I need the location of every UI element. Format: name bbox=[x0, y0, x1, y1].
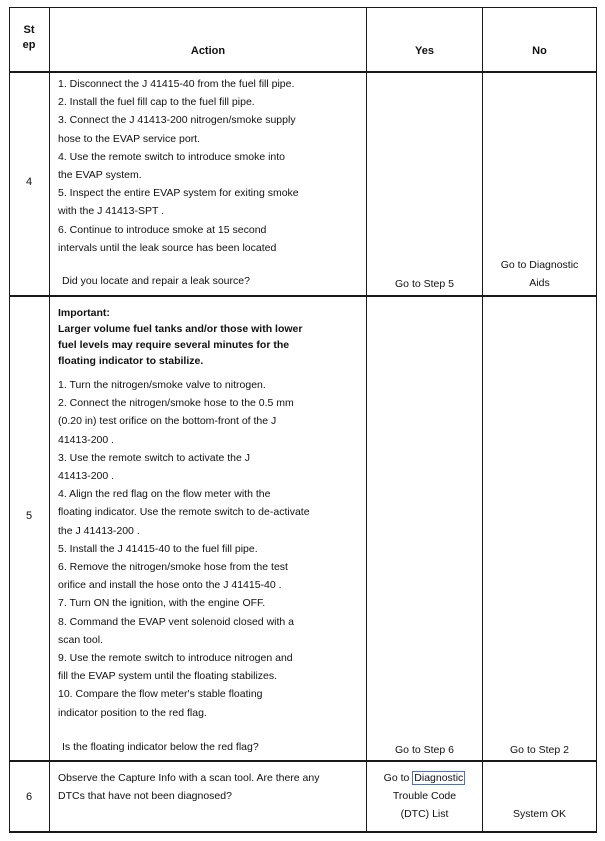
no-line: Go to Diagnostic bbox=[500, 259, 579, 271]
step-5-yes: Go to Step 6 bbox=[395, 744, 454, 756]
step-6-no: System OK bbox=[512, 808, 567, 820]
step-4-actions bbox=[58, 75, 358, 257]
table-border-bottom bbox=[9, 831, 597, 833]
column-divider bbox=[482, 7, 483, 833]
yes-line: Trouble Code bbox=[392, 790, 457, 802]
step-number: 6 bbox=[25, 791, 33, 803]
table-border-right bbox=[596, 7, 597, 833]
action-line: Observe the Capture Info with a scan tool. Are there any bbox=[58, 772, 320, 784]
step-4-no bbox=[483, 256, 596, 292]
action-line: 4. Use the remote switch to introduce smoke into bbox=[58, 150, 286, 163]
action-line: (0.20 in) test orifice on the bottom-front of the J bbox=[58, 415, 277, 428]
action-line: fill the EVAP system until the floating stabilizes. bbox=[58, 670, 278, 683]
step-5-question: Is the floating indicator below the red flag? bbox=[62, 741, 259, 753]
step-5-actions bbox=[58, 376, 358, 722]
column-divider bbox=[366, 7, 367, 833]
action-line: 1. Turn the nitrogen/smoke valve to nitrogen. bbox=[58, 379, 266, 391]
step-6-action bbox=[58, 769, 358, 805]
table-border-left bbox=[9, 7, 10, 833]
action-line: 2. Connect the nitrogen/smoke hose to the 0.5 mm bbox=[58, 397, 294, 410]
action-line: scan tool. bbox=[58, 633, 103, 646]
action-line: 7. Turn ON the ignition, with the engine OFF. bbox=[58, 597, 266, 610]
important-note bbox=[58, 305, 358, 369]
step-6-yes bbox=[367, 769, 482, 823]
action-line: 3. Use the remote switch to activate the J bbox=[58, 451, 251, 464]
action-line: 8. Command the EVAP vent solenoid closed with a bbox=[58, 615, 294, 628]
action-line: 5. Inspect the entire EVAP system for exiting smoke bbox=[58, 187, 299, 200]
action-line: with the J 41413-SPT . bbox=[58, 205, 165, 218]
important-line: floating indicator to stabilize. bbox=[58, 355, 204, 367]
action-line: 10. Compare the flow meter's stable floating bbox=[58, 688, 263, 701]
step-4-question: Did you locate and repair a leak source? bbox=[62, 275, 250, 287]
action-line: intervals until the leak source has been located bbox=[58, 241, 277, 254]
action-line: 5. Install the J 41415-40 to the fuel fill pipe. bbox=[58, 542, 258, 555]
row-divider bbox=[9, 760, 597, 762]
step-4-yes: Go to Step 5 bbox=[395, 278, 454, 290]
yes-line: (DTC) List bbox=[400, 808, 449, 820]
table-border-top bbox=[9, 7, 597, 8]
action-line: orifice and install the hose onto the J 41415-40 . bbox=[58, 579, 282, 592]
action-line: floating indicator. Use the remote switch to de-activate bbox=[58, 506, 310, 519]
diagnostic-table bbox=[9, 7, 597, 833]
step-5-no: Go to Step 2 bbox=[510, 744, 569, 756]
column-divider bbox=[49, 7, 50, 833]
action-line: 6. Continue to introduce smoke at 15 second bbox=[58, 223, 267, 236]
header-action: Action bbox=[190, 45, 226, 57]
action-line: hose to the EVAP service port. bbox=[58, 132, 201, 145]
action-line: 2. Install the fuel fill cap to the fuel fill pipe. bbox=[58, 96, 255, 109]
important-line: fuel levels may require several minutes for the bbox=[58, 339, 290, 351]
action-line: 1. Disconnect the J 41415-40 from the fuel fill pipe. bbox=[58, 78, 295, 90]
action-line: 6. Remove the nitrogen/smoke hose from the test bbox=[58, 561, 288, 574]
action-line: 41413-200 . bbox=[58, 433, 115, 446]
action-line: 3. Connect the J 41413-200 nitrogen/smoke supply bbox=[58, 114, 296, 127]
no-line: Aids bbox=[529, 277, 550, 289]
important-line: Larger volume fuel tanks and/or those with lower bbox=[58, 323, 303, 335]
row-divider bbox=[9, 295, 597, 297]
action-line: 41413-200 . bbox=[58, 470, 115, 483]
diagnostic-link[interactable]: Diagnostic bbox=[414, 772, 464, 784]
action-line: indicator position to the red flag. bbox=[58, 706, 207, 719]
action-line: the EVAP system. bbox=[58, 169, 142, 182]
header-yes: Yes bbox=[415, 45, 434, 57]
header-step: St ep bbox=[22, 24, 36, 51]
action-line: 4. Align the red flag on the flow meter with the bbox=[58, 488, 271, 501]
yes-prefix: Go to bbox=[383, 772, 413, 784]
header-divider bbox=[9, 71, 597, 73]
step-number: 5 bbox=[25, 510, 33, 522]
action-line: 9. Use the remote switch to introduce nitrogen and bbox=[58, 652, 293, 665]
important-title: Important: bbox=[58, 307, 110, 319]
header-no: No bbox=[532, 45, 547, 57]
action-line: the J 41413-200 . bbox=[58, 524, 140, 537]
yes-line bbox=[367, 769, 482, 787]
action-line: DTCs that have not been diagnosed? bbox=[58, 790, 232, 803]
step-number: 4 bbox=[25, 176, 33, 188]
